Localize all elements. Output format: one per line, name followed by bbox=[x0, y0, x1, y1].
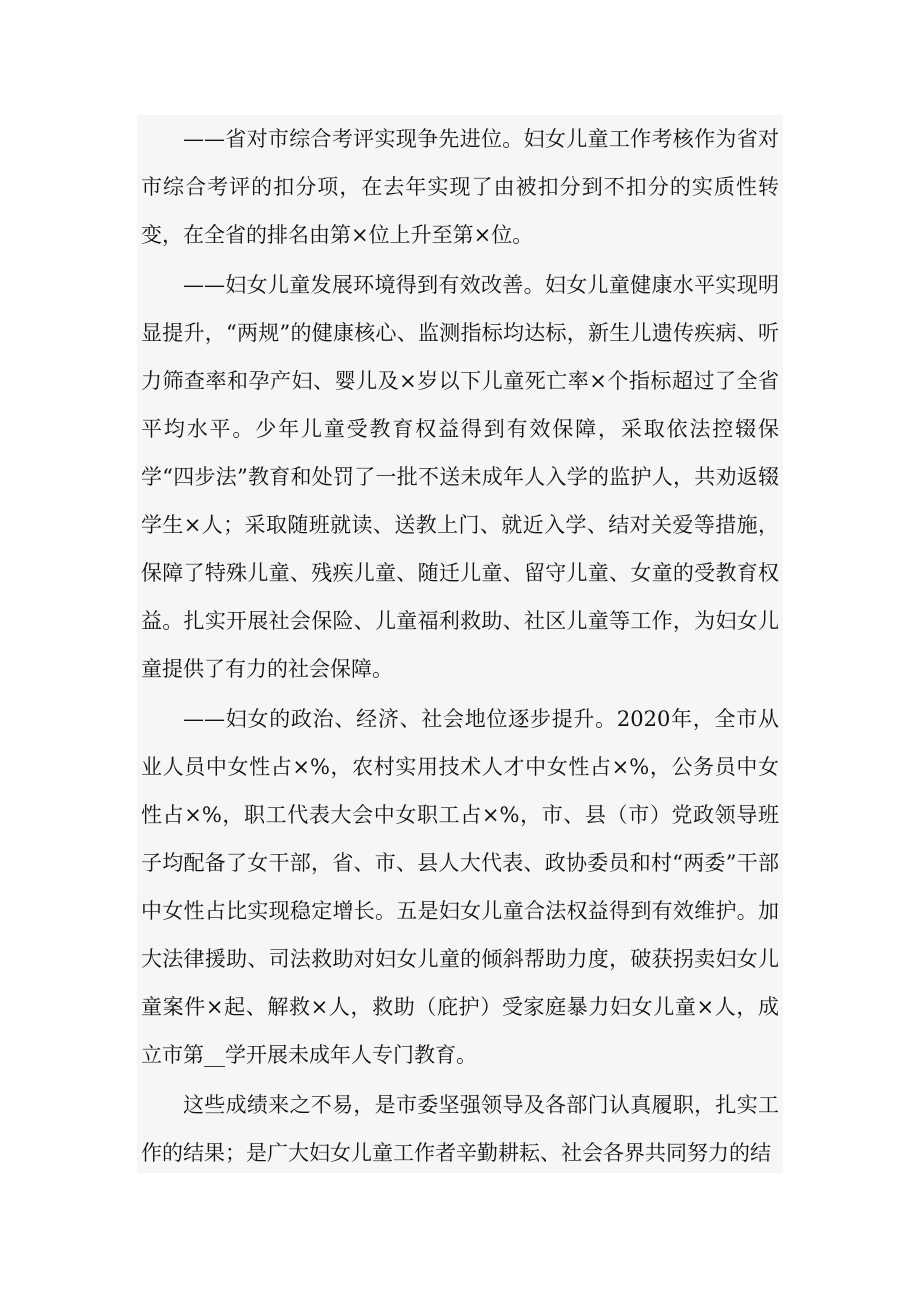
paragraph-ranking: ——省对市综合考评实现争先进位。妇女儿童工作考核作为省对市综合考评的扣分项，在去年实现了由被扣分到不扣分的实质性转变，在全省的排名由第×位上升至第×位。 bbox=[141, 127, 779, 247]
body-text bbox=[137, 115, 783, 1173]
paragraph-women-status: ——妇女的政治、经济、社会地位逐步提升。2020年，全市从业人员中女性占×%，农村实用技术人才中女性占×%，公务员中女性占×%，职工代表大会中女职工占×%，市、县（市）党政领导班子均配备了女干部，省、市、县人大代表、政协委员和村“两委”干部中女性占比实现稳定增长。五是妇女儿童合法权益得到有效维护。加大法律援助、司法救助对妇女儿童的倾斜帮助力度，破获拐卖妇女儿童案件×起、解救×人，救助（庇护）受家庭暴力妇女儿童×人，成立市第__学开展未成年人专门教育。 bbox=[141, 707, 779, 1067]
paragraph-development-environment: ——妇女儿童发展环境得到有效改善。妇女儿童健康水平实现明显提升，“两规”的健康核心、监测指标均达标，新生儿遗传疾病、听力筛查率和孕产妇、婴儿及×岁以下儿童死亡率×个指标超过了全省平均水平。少年儿童受教育权益得到有效保障，采取依法控辍保学“四步法”教育和处罚了一批不送未成年人入学的监护人，共劝返辍学生×人；采取随班就读、送教上门、就近入学、结对关爱等措施，保障了特殊儿童、残疾儿童、随迁儿童、留守儿童、女童的受教育权益。扎实开展社会保险、儿童福利救助、社区儿童等工作，为妇女儿童提供了有力的社会保障。 bbox=[141, 273, 779, 681]
paragraph-achievements: 这些成绩来之不易，是市委坚强领导及各部门认真履职，扎实工作的结果；是广大妇女儿童工作者辛勤耕耘、社会各界共同努力的结 bbox=[141, 1093, 779, 1165]
